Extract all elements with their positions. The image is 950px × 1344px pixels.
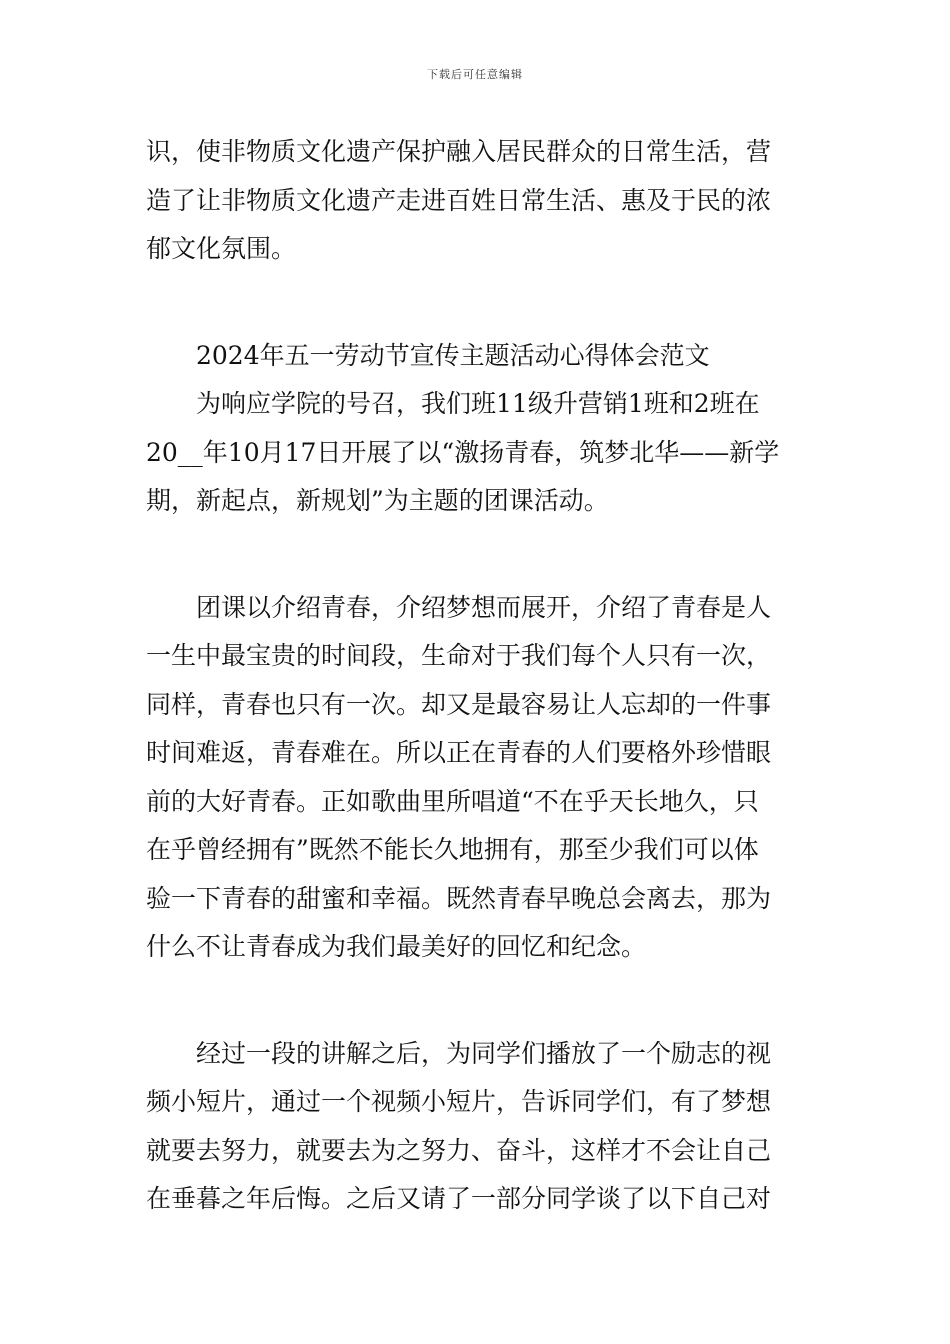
- text-line: 团课以介绍青春，介绍梦想而展开，介绍了青春是人: [196, 592, 772, 622]
- paragraph-video: [146, 1030, 808, 1224]
- paragraph-youth: [146, 584, 808, 972]
- page-header: 下载后可任意编辑: [427, 68, 523, 81]
- paragraph-spacer: [146, 274, 808, 332]
- paragraph-spacer: [146, 526, 808, 584]
- text-line: 什么不让青春成为我们最美好的回忆和纪念。: [146, 932, 647, 961]
- text-line: 一生中最宝贵的时间段，生命对于我们每个人只有一次，: [146, 641, 772, 670]
- text-line: 前的大好青春。正如歌曲里所唱道“不在乎天长地久，只: [146, 786, 759, 816]
- paragraph-spacer: [146, 972, 808, 1030]
- text-line: 经过一段的讲解之后，为同学们播放了一个励志的视: [196, 1038, 772, 1068]
- article-title: 2024年五一劳动节宣传主题活动心得体会范文: [196, 340, 710, 370]
- text-line: 在乎曾经拥有”既然不能长久地拥有，那至少我们可以体: [146, 835, 759, 864]
- text-line: 为响应学院的号召，我们班11级升营销1班和2班在: [196, 389, 760, 418]
- text-line: 时间难返，青春难在。所以正在青春的人们要格外珍惜眼: [146, 738, 772, 767]
- text-line: 验一下青春的甜蜜和幸福。既然青春早晚总会离去，那为: [146, 883, 772, 913]
- paragraph-continuation: [146, 128, 808, 274]
- text-line: 郁文化氛围。: [146, 234, 297, 263]
- text-line: 造了让非物质文化遗产走进百姓日常生活、惠及于民的浓: [146, 185, 772, 215]
- text-line: 20__年10月17日开展了以“激扬青春，筑梦北华——新学: [146, 437, 780, 467]
- text-line: 在垂暮之年后悔。之后又请了一部分同学谈了以下自己对: [146, 1184, 772, 1213]
- paragraph-intro: [146, 380, 808, 526]
- text-line: 期，新起点，新规划”为主题的团课活动。: [146, 486, 609, 515]
- document-body: [146, 128, 808, 1224]
- text-line: 同样，青春也只有一次。却又是最容易让人忘却的一件事: [146, 689, 772, 719]
- text-line: 频小短片，通过一个视频小短片，告诉同学们，有了梦想: [146, 1087, 772, 1116]
- text-line: 识，使非物质文化遗产保护融入居民群众的日常生活，营: [146, 137, 772, 166]
- text-line: 就要去努力，就要去为之努力、奋斗，这样才不会让自己: [146, 1135, 772, 1165]
